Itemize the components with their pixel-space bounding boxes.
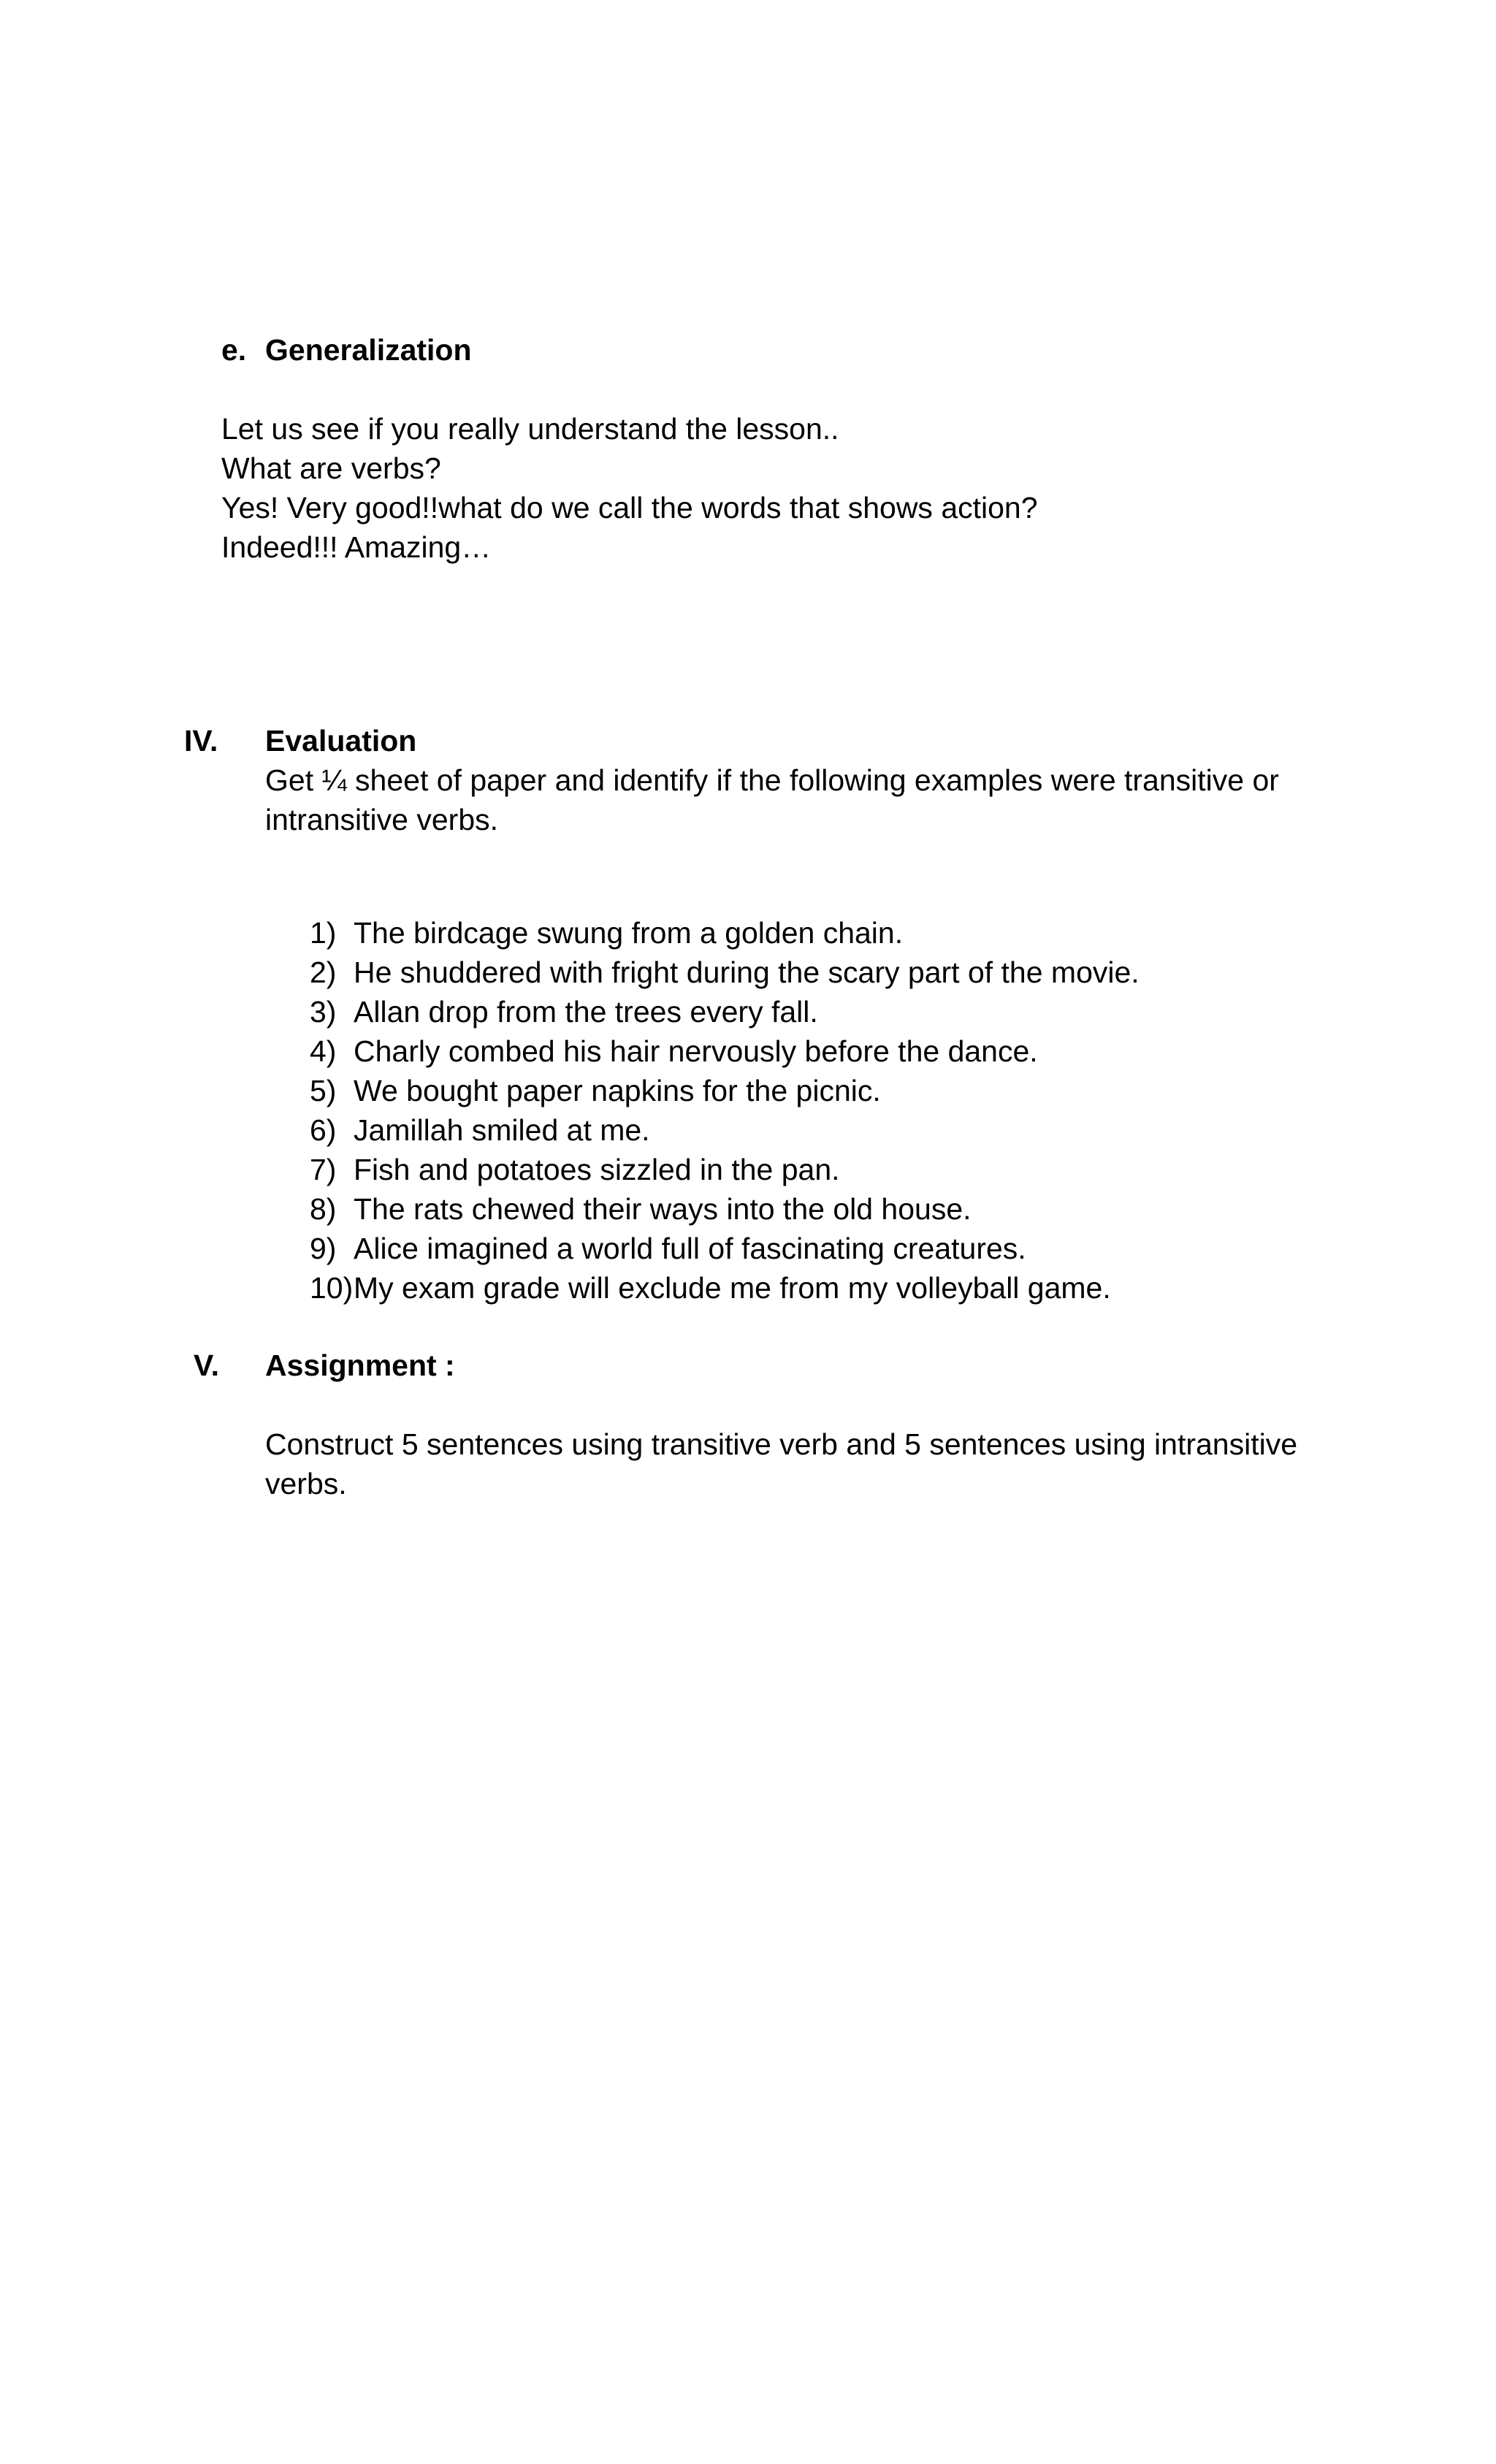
list-item-number: 8): [310, 1192, 337, 1226]
list-item: [310, 1110, 1140, 1150]
list-item-text: Charly combed his hair nervously before the dance.: [354, 1034, 1038, 1068]
list-item-text: Jamillah smiled at me.: [354, 1113, 650, 1147]
list-item: [310, 992, 1140, 1031]
list-item-number: 4): [310, 1034, 337, 1068]
list-item-text: Alice imagined a world full of fascinating creatures.: [354, 1232, 1026, 1265]
list-item-text: My exam grade will exclude me from my volleyball game.: [354, 1271, 1111, 1305]
list-item-text: Allan drop from the trees every fall.: [354, 995, 818, 1029]
list-item-number: 2): [310, 956, 337, 989]
list-item-number: 5): [310, 1074, 337, 1107]
evaluation-instructions: Get ¼ sheet of paper and identify if the following examples were transitive or intransitive verbs.: [265, 763, 1279, 836]
assignment-heading: Assignment :: [265, 1349, 455, 1382]
list-item: [310, 953, 1140, 992]
generalization-line: Indeed!!! Amazing…: [221, 530, 492, 564]
list-item-text: He shuddered with fright during the scary part of the movie.: [354, 956, 1140, 989]
list-item: [310, 1071, 1140, 1110]
list-item-text: Fish and potatoes sizzled in the pan.: [354, 1153, 840, 1186]
list-item-number: 1): [310, 916, 337, 950]
generalization-marker: e.: [221, 333, 247, 367]
list-item-text: The birdcage swung from a golden chain.: [354, 916, 904, 950]
list-item-text: We bought paper napkins for the picnic.: [354, 1074, 881, 1107]
generalization-body: [221, 409, 1038, 567]
list-item-number: 7): [310, 1153, 337, 1186]
generalization-line: What are verbs?: [221, 451, 441, 485]
list-item-text: The rats chewed their ways into the old house.: [354, 1192, 972, 1226]
list-item: [310, 913, 1140, 953]
assignment-text: Construct 5 sentences using transitive verb and 5 sentences using intransitive verbs.: [265, 1427, 1297, 1500]
list-item: [310, 1031, 1140, 1071]
generalization-line: Let us see if you really understand the lesson..: [221, 412, 839, 446]
list-item-number: 10): [310, 1271, 354, 1305]
generalization-line: Yes! Very good!!what do we call the words that shows action?: [221, 491, 1038, 525]
evaluation-numeral: IV.: [184, 724, 218, 758]
assignment-numeral: V.: [194, 1349, 219, 1382]
list-item: [310, 1189, 1140, 1229]
evaluation-list: [310, 913, 1140, 1308]
evaluation-heading: Evaluation: [265, 724, 417, 758]
list-item: [310, 1268, 1140, 1308]
list-item-number: 6): [310, 1113, 337, 1147]
list-item-number: 9): [310, 1232, 337, 1265]
generalization-heading: Generalization: [265, 333, 472, 367]
list-item: [310, 1150, 1140, 1189]
list-item: [310, 1229, 1140, 1268]
list-item-number: 3): [310, 995, 337, 1029]
